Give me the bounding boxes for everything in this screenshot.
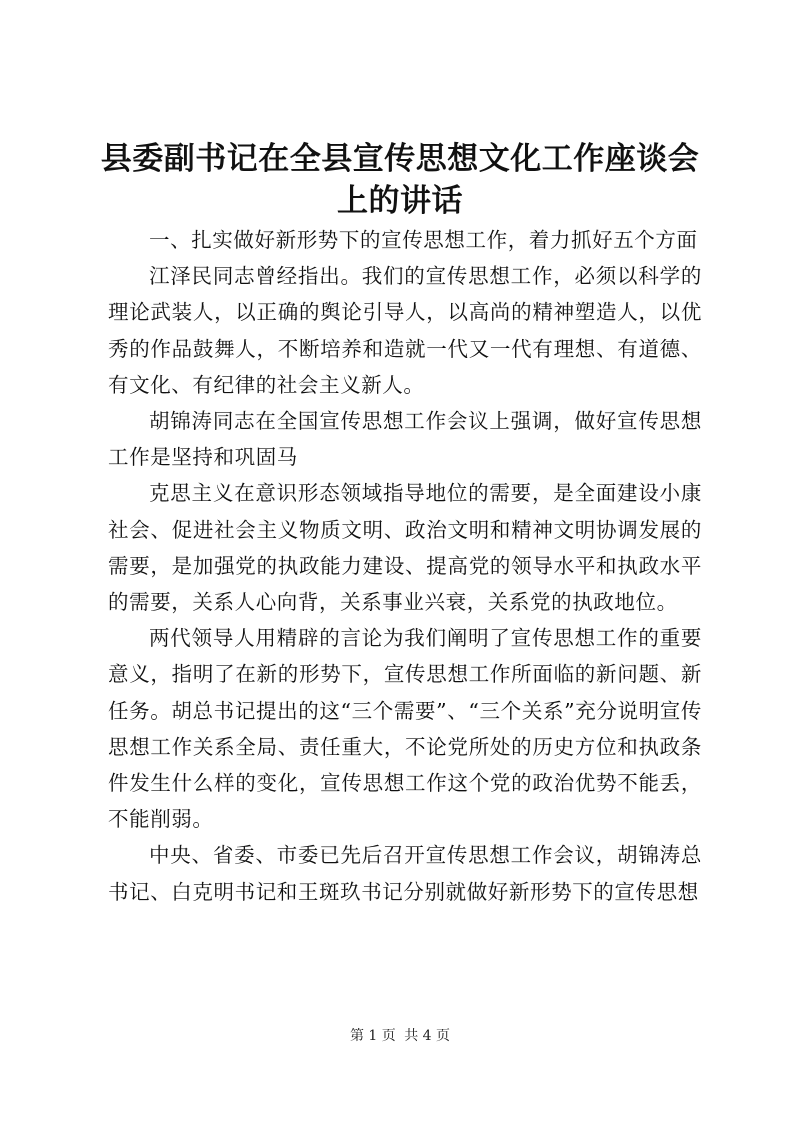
page-total: 共 4 页 [404, 1028, 451, 1044]
paragraph: 克思主义在意识形态领域指导地位的需要，是全面建设小康社会、促进社会主义物质文明、政治文明和精神文明协调发展的需要，是加强党的执政能力建设、提高党的领导水平和执政水平的需要，关系人心向背，关系事业兴衰，关系党的执政地位。 [108, 481, 702, 615]
document-title: 县委副书记在全县宣传思想文化工作座谈会上的讲话 [100, 141, 700, 219]
paragraph: 胡锦涛同志在全国宣传思想工作会议上强调，做好宣传思想工作是坚持和巩固马 [108, 409, 702, 470]
paragraph: 一、扎实做好新形势下的宣传思想工作，着力抓好五个方面 [149, 228, 698, 252]
page-number: 第 1 页 [349, 1028, 396, 1044]
paragraph: 江泽民同志曾经指出。我们的宣传思想工作，必须以科学的理论武装人，以正确的舆论引导人，以高尚的精神塑造人，以优秀的作品鼓舞人，不断培养和造就一代又一代有理想、有道德、有文化、有纪律的社会主义新人。 [108, 264, 702, 397]
paragraph: 两代领导人用精辟的言论为我们阐明了宣传思想工作的重要意义，指明了在新的形势下，宣传思想工作所面临的新问题、新任务。胡总书记提出的这“三个需要”、“三个关系”充分说明宣传思想工作关系全局、责任重大，不论党所处的历史方位和执政条件发生什么样的变化，宣传思想工作这个党的政治优势不能丢，不能削弱。 [108, 626, 702, 832]
page-footer [0, 1026, 800, 1046]
document-body [108, 222, 702, 910]
paragraph: 中央、省委、市委已先后召开宣传思想工作会议，胡锦涛总书记、白克明书记和王斑玖书记分别就做好新形势下的宣传思想 [108, 843, 702, 904]
